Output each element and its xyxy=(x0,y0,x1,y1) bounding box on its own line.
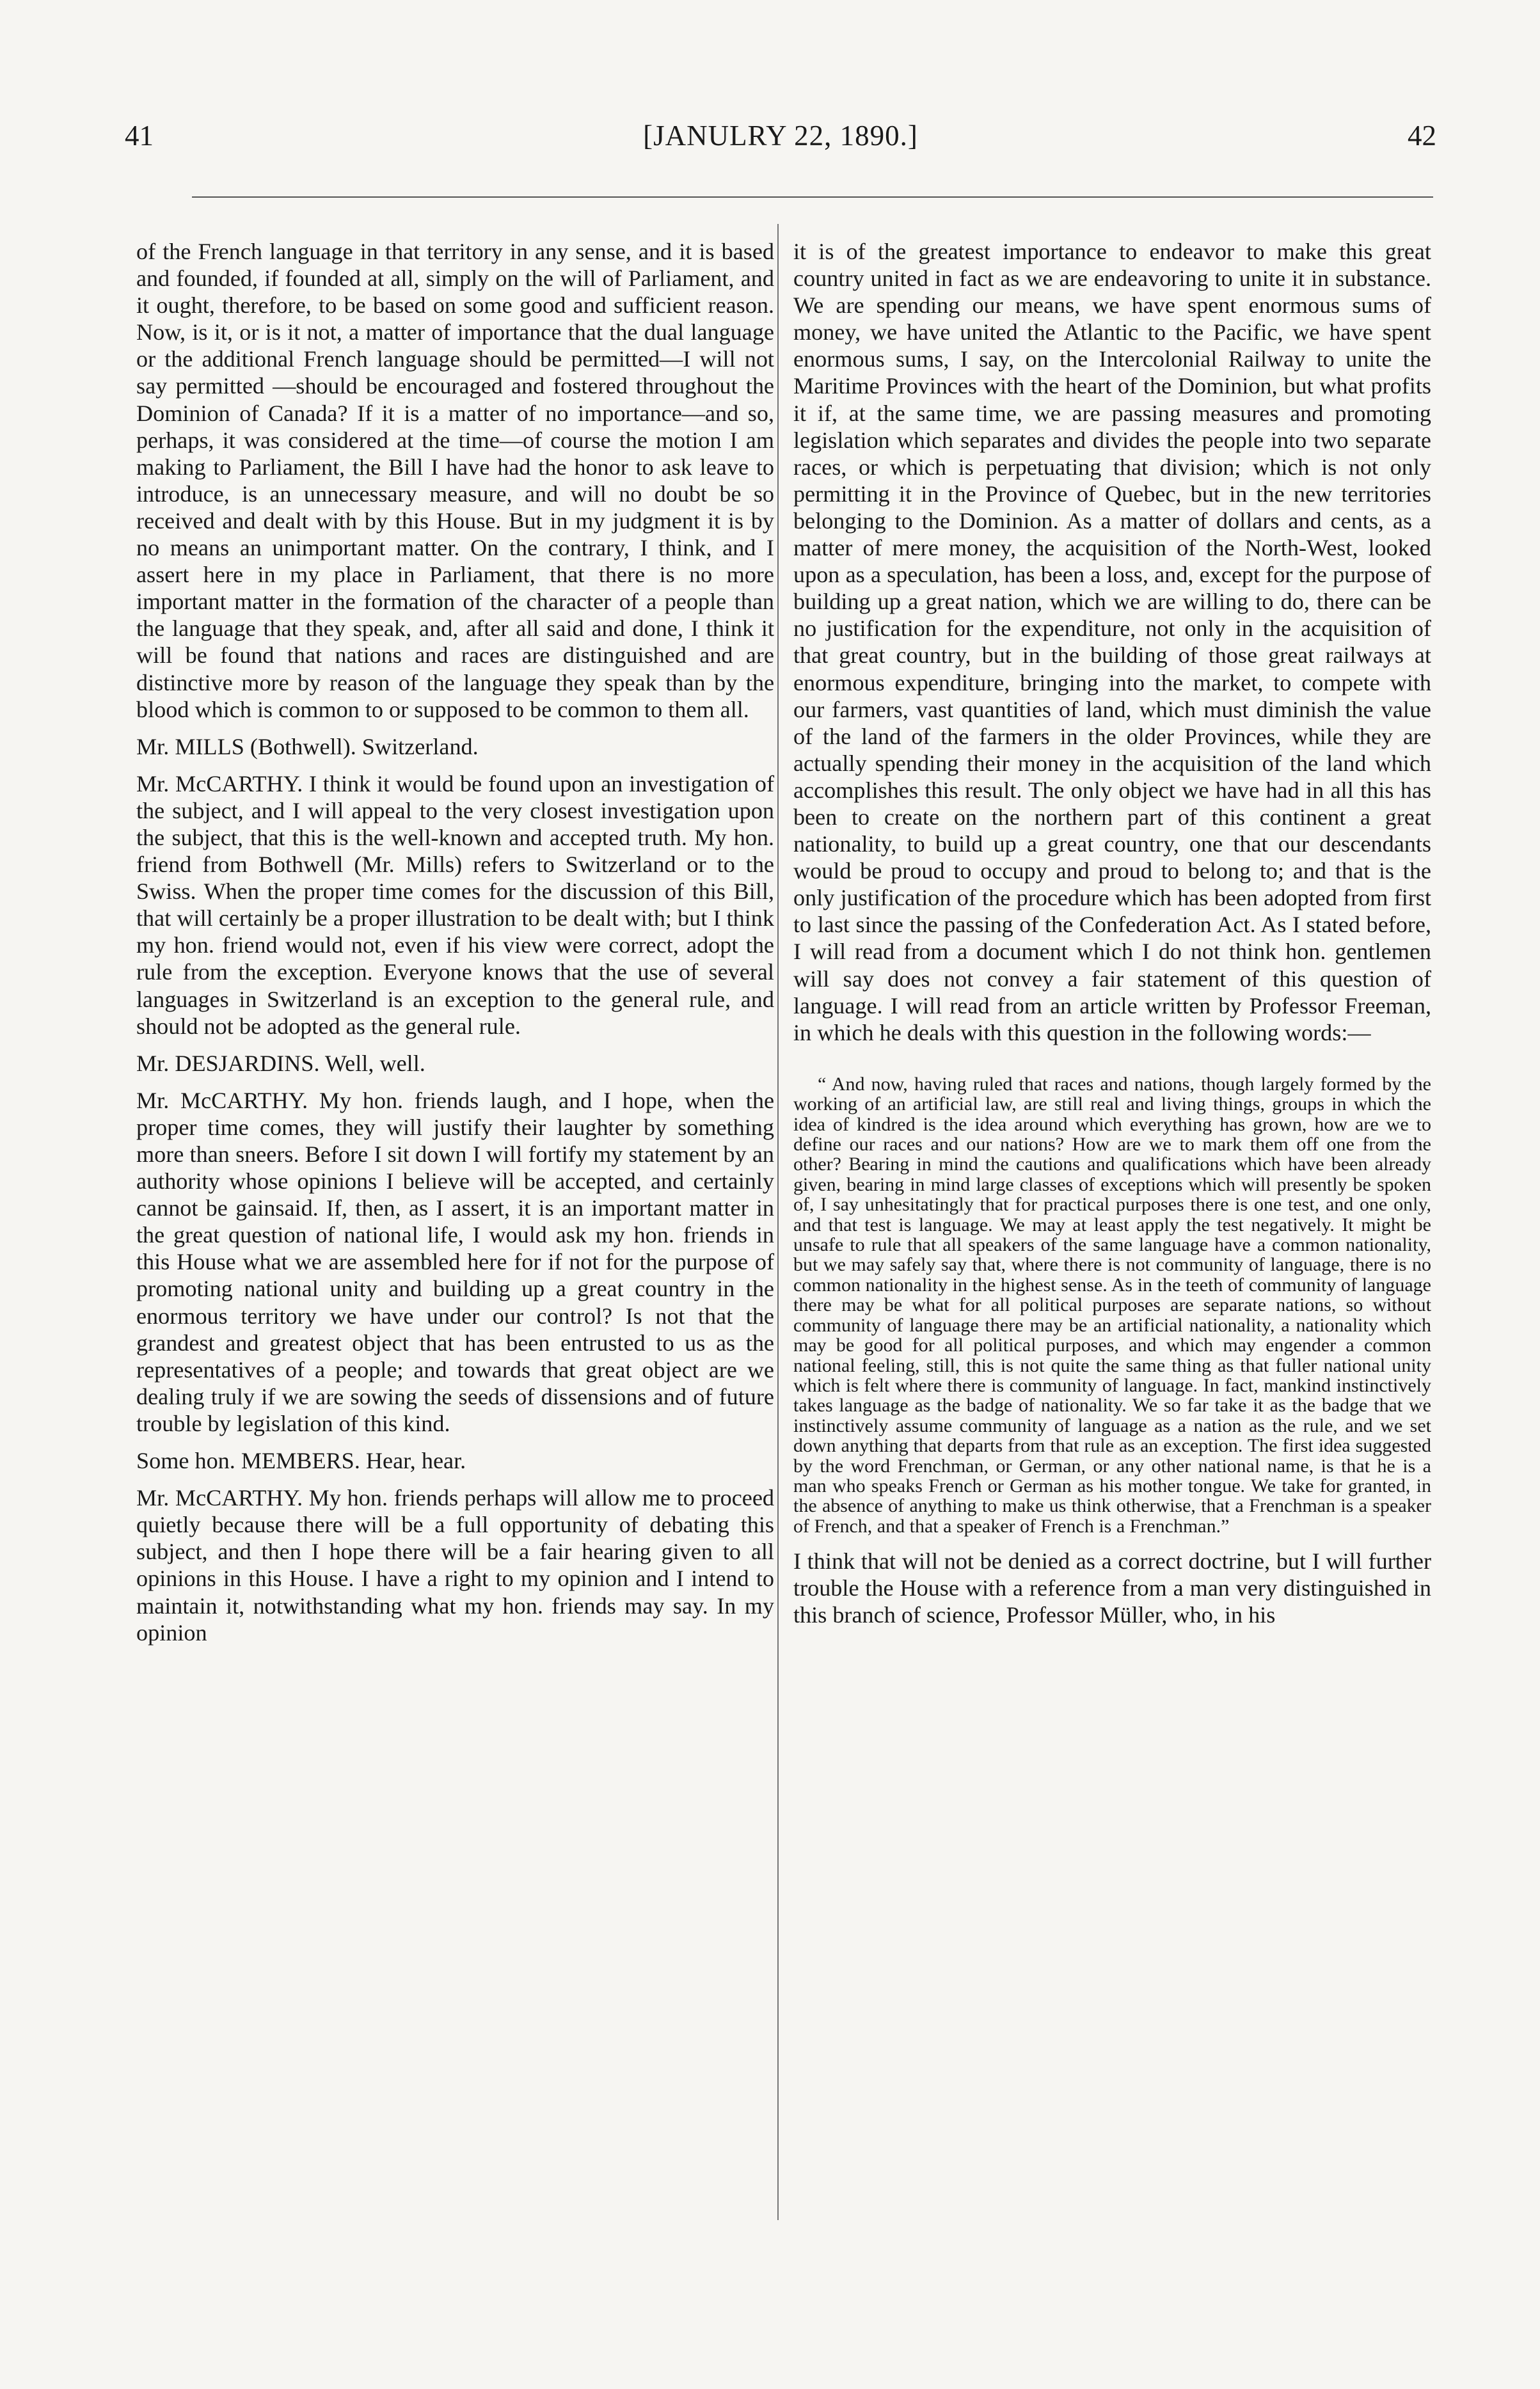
right-page-number: 42 xyxy=(1408,120,1436,152)
paragraph: I think that will not be denied as a correct doctrine, but I will further trouble the House with a reference from a man very distinguished in this branch of science, Professor Müller, who, in his xyxy=(793,1548,1431,1628)
column-divider xyxy=(777,224,779,2220)
speaker-paragraph: Mr. McCARTHY. My hon. friends laugh, and I hope, when the proper time comes, they will justify their laughter by something more than sneers. Before I sit down I will fortify my statement by an authority whose opinions I believe will be accepted, and certainly cannot be gainsaid. If, then, as I assert, it is an important matter in the great question of national life, I would ask my hon. friends in this House what we are assembled here for if not for the purpose of promoting national unity and building up a great country in the enormous territory we have under our control? Is not that the grandest and greatest object that has been entrusted to us as the representatives of a people; and towards that great object are we dealing truly if we are sowing the seeds of dissensions and of future trouble by legislation of this kind. xyxy=(136,1087,774,1436)
header-rule xyxy=(192,196,1433,198)
speaker-paragraph: Mr. DESJARDINS. Well, well. xyxy=(136,1050,425,1076)
paragraph: of the French language in that territory in any sense, and it is based and founded, if founded at all, simply on the will of Parliament, and it ought, therefore, to be based on some good and sufficient reason. Now, is it, or is it not, a matter of importance that the dual language or the additional French language should be permitted—I will not say permitted —should be encouraged and fostered throughout the Dominion of Canada? If it is a matter of no importance—and so, perhaps, it was considered at the time—of course the motion I am making to Parliament, the Bill I have had the honor to ask leave to introduce, is an unnecessary measure, and will no doubt be so received and dealt with by this House. But in my judgment it is by no means an unimportant matter. On the contrary, I think, and I assert here in my place in Parliament, that there is no more important matter in the formation of the character of a people than the language that they speak, and, after all said and done, I think it will be found that nations and races are distinguished and are distinctive more by reason of the language they speak than by the blood which is common to or supposed to be common to them all. xyxy=(136,239,774,722)
header-date: [JANULRY 22, 1890.] xyxy=(643,120,918,152)
left-column xyxy=(136,238,774,1646)
paragraph: it is of the greatest importance to endeavor to make this great country united in fact as we are endeavoring to unite it in substance. We are spending our means, we have spent enormous sums of money, we have united the Atlantic to the Pacific, we have spent enormous sums, I say, on the Intercolonial Railway to unite the Maritime Provinces with the heart of the Dominion, but what profits it if, at the same time, we are passing measures and promoting legislation which separates and divides the people into two separate races, or which is perpetuating that division; which is not only permitting it in the Province of Quebec, but in the new territories belonging to the Dominion. As a matter of dollars and cents, as a matter of mere money, the acquisition of the North-West, looked upon as a speculation, has been a loss, and, except for the purpose of building up a great nation, which we are willing to do, there can be no justification for the expenditure, not only in the acquisition of that great country, but in the building of those great railways at enormous expenditure, bringing into the market, to compete with our farmers, vast quantities of land, which must diminish the value of the land of the farmers in the older Provinces, while they are actually spending their money in the acquisition of the land which accomplishes this result. The only object we have had in all this has been to create on the northern part of this continent a great nationality, to build up a great country, one that our descendants would be proud to occupy and proud to belong to; and that is the only justification of the procedure which has been adopted from first to last since the passing of the Confederation Act. As I stated before, I will read from a document which I do not think hon. gentlemen will say does not convey a fair statement of this question of language. I will read from an article written by Professor Freeman, in which he deals with this question in the following words:— xyxy=(793,239,1431,1045)
block-quote xyxy=(793,1074,1431,1536)
speaker-paragraph: Mr. MILLS (Bothwell). Switzerland. xyxy=(136,733,479,759)
left-page-number: 41 xyxy=(125,120,154,152)
quote-text: “ And now, having ruled that races and nations, though largely formed by the working of an artificial law, are still real and living things, groups in which the idea of kindred is the idea around which everything has grown, how are we to define our races and our nations? How are we to mark them off one from the other? Bearing in mind the cautions and qualifications which have been already given, bearing in mind large classes of exceptions which will presently be spoken of, I say unhesitatingly that for practical purposes there is one test, and one only, and that test is language. We may at least apply the test negatively. It might be unsafe to rule that all speakers of the same language have a common nationality, but we may safely say that, where there is not community of language, there is no common nationality in the highest sense. As in the teeth of community of language there may be what for all political purposes are separate nations, so without community of language there may be an artificial nationality, a nationality which may be good for all political purposes, and which may engender a common national feeling, still, this is not quite the same thing as that fuller national unity which is felt where there is community of language. In fact, mankind instinctively takes language as the badge of nationality. We so far take it as the badge that we instinctively assume community of language as a nation as the rule, and we set down anything that departs from that rule as an exception. The first idea suggested by the word Frenchman, or German, or any other national name, is that he is a man who speaks French or German as his mother tongue. We take for granted, in the absence of anything to make us think otherwise, that a Frenchman is a speaker of French, and that a speaker of French is a Frenchman.” xyxy=(793,1073,1431,1537)
speaker-paragraph: Mr. McCARTHY. I think it would be found upon an investigation of the subject, and I will appeal to the very closest investigation upon the subject, that this is the well-known and accepted truth. My hon. friend from Bothwell (Mr. Mills) refers to Switzerland or to the Swiss. When the proper time comes for the discussion of this Bill, that will certainly be a proper illustration to be dealt with; but I think my hon. friend would not, even if his view were correct, adopt the rule from the exception. Everyone knows that the use of several languages in Switzerland is an exception to the general rule, and should not be adopted as the general rule. xyxy=(136,770,774,1039)
speaker-paragraph: Mr. McCARTHY. My hon. friends perhaps will allow me to proceed quietly because there will be a full opportunity of debating this subject, and then I hope there will be a fair hearing given to all opinions in this House. I have a right to my opinion and I intend to maintain it, notwithstanding what my hon. friends may say. In my opinion xyxy=(136,1485,774,1646)
page-header xyxy=(125,119,1436,170)
right-column xyxy=(793,238,1431,1628)
speaker-paragraph: Some hon. MEMBERS. Hear, hear. xyxy=(136,1448,466,1474)
